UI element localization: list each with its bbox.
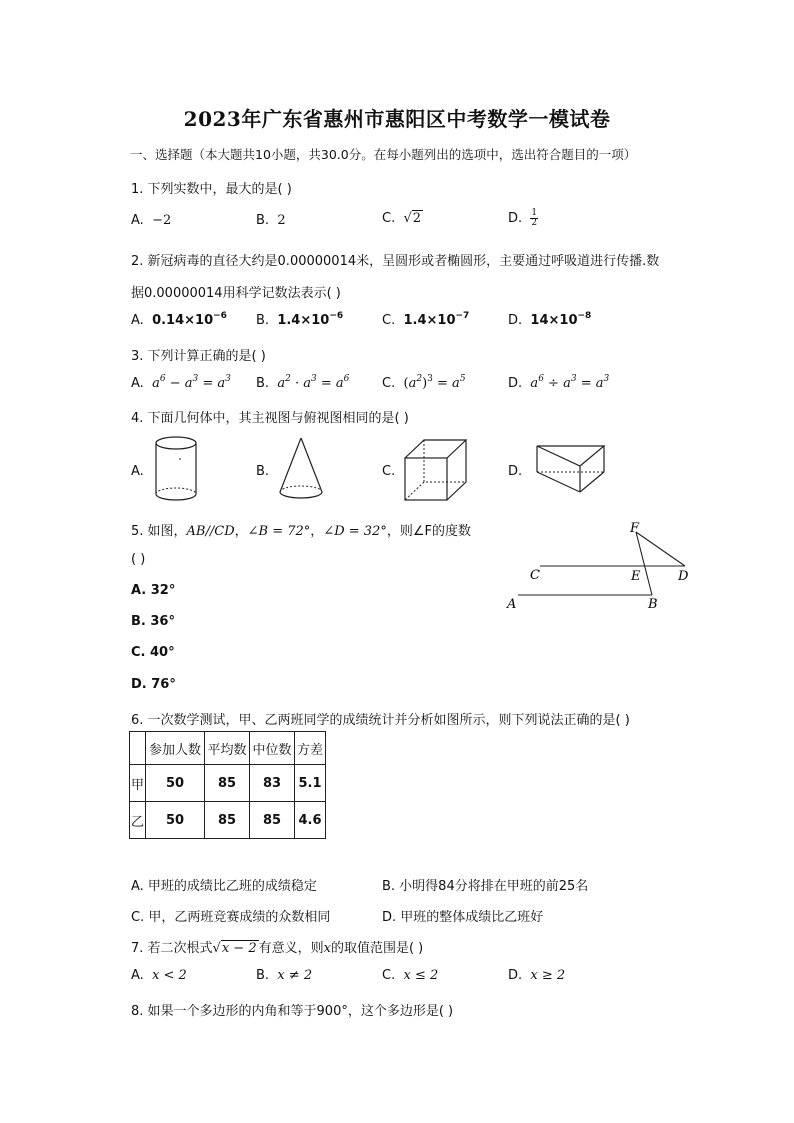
table-row [130, 765, 326, 802]
q7-option-c-letter: C. [382, 968, 396, 983]
table-cell: 83 [250, 765, 295, 802]
q1-option-c[interactable] [382, 211, 423, 226]
section-heading: 一、选择题（本大题共10小题，共30.0分。在每小题列出的选项中，选出符合题目的一项） [130, 147, 637, 162]
q5-option-a[interactable]: A. 32° [131, 583, 176, 598]
point-label-b: B [648, 597, 658, 612]
point-label-d: D [678, 569, 689, 584]
table-header-cell: 参加人数 [146, 732, 205, 765]
point-label-a: A [507, 597, 517, 612]
q5-option-c[interactable]: C. 40° [131, 645, 175, 660]
q7-option-a-value: x < 2 [152, 968, 187, 983]
table-cell: 乙 [130, 802, 146, 839]
table-header-cell: 平均数 [205, 732, 250, 765]
q1-option-a-value: −2 [152, 213, 172, 228]
q5-condition-parallel: AB//CD [186, 524, 235, 539]
q5-condition-angle-b: ∠B = 72° [247, 524, 311, 539]
q7-variable: x [323, 941, 331, 956]
question-4-stem: 4. 下面几何体中，其主视图与俯视图相同的是( ) [131, 411, 409, 426]
point-label-f: F [630, 521, 640, 536]
table-header-cell [130, 732, 146, 765]
q4-option-b-letter[interactable]: B. [256, 464, 270, 479]
q5-separator: ， [234, 524, 248, 539]
question-7-stem [131, 937, 423, 956]
q5-option-b[interactable]: B. 36° [131, 614, 175, 629]
q4-option-d-letter[interactable]: D. [508, 464, 523, 479]
cone-figure [276, 434, 326, 504]
table-cell: 4.6 [295, 802, 326, 839]
question-2-line-1: 2. 新冠病毒的直径大约是0.00000014米，呈圆形或者椭圆形，主要通过呼吸道进行传播.数 [131, 254, 660, 269]
q6-option-b[interactable]: B. 小明得84分将排在甲班的前25名 [382, 879, 589, 894]
q2-option-a-letter: A. [131, 313, 144, 328]
parallel-lines-figure [500, 516, 700, 616]
q3-option-d-letter: D. [508, 376, 523, 391]
q1-option-a[interactable] [131, 213, 171, 228]
q7-option-a-letter: A. [131, 968, 144, 983]
q2-option-b-letter: B. [256, 313, 270, 328]
q7-stem-suffix: 的取值范围是( ) [330, 941, 424, 956]
question-6-stem: 6. 一次数学测试，甲、乙两班同学的成绩统计并分析如图所示，则下列说法正确的是( ) [131, 713, 630, 728]
page-title: 2023年广东省惠州市惠阳区中考数学一模试卷 [183, 107, 611, 131]
q1-option-b-letter: B. [256, 213, 270, 228]
sqrt-sign: √ [212, 941, 221, 956]
q7-option-c[interactable] [382, 968, 438, 983]
q2-option-b[interactable] [256, 313, 343, 328]
q7-option-b-value: x ≠ 2 [277, 968, 313, 983]
q2-option-a-mantissa: 0.14×10 [152, 313, 214, 328]
table-cell: 50 [146, 802, 205, 839]
table-cell: 85 [250, 802, 295, 839]
q2-option-d-mantissa: 14×10 [530, 313, 578, 328]
q2-option-a[interactable] [131, 313, 227, 328]
sqrt-sign: √ [403, 211, 412, 226]
q7-option-d-letter: D. [508, 968, 523, 983]
table-cell: 50 [146, 765, 205, 802]
q2-option-b-mantissa: 1.4×10 [277, 313, 330, 328]
q1-option-c-letter: C. [382, 211, 396, 226]
score-statistics-table [129, 731, 326, 839]
q7-option-c-value: x ≤ 2 [403, 968, 439, 983]
point-label-e: E [631, 569, 641, 584]
question-3-stem: 3. 下列计算正确的是( ) [131, 349, 266, 364]
cylinder-figure [150, 434, 202, 504]
triangular-prism-figure [532, 440, 608, 496]
q2-option-d[interactable] [508, 313, 591, 328]
q5-stem-prefix: 5. 如图， [131, 524, 187, 539]
table-cell: 85 [205, 802, 250, 839]
q1-option-d[interactable] [508, 209, 538, 228]
q7-option-d[interactable] [508, 968, 565, 983]
q6-option-d[interactable]: D. 甲班的整体成绩比乙班好 [382, 910, 544, 925]
q2-option-c-mantissa: 1.4×10 [403, 313, 456, 328]
table-cell: 85 [205, 765, 250, 802]
fraction [530, 209, 538, 228]
q2-option-c-exponent: −7 [455, 311, 470, 321]
q1-option-b[interactable] [256, 213, 286, 228]
fraction-denominator: 2 [531, 218, 538, 228]
fraction-numerator: 1 [531, 208, 538, 218]
q2-option-d-exponent: −8 [577, 311, 592, 321]
q1-option-c-value: 2 [412, 211, 422, 226]
q2-option-b-exponent: −6 [329, 311, 344, 321]
q2-option-a-exponent: −6 [213, 311, 227, 321]
question-5-stem [131, 520, 471, 539]
q1-option-a-letter: A. [131, 213, 144, 228]
question-1-stem: 1. 下列实数中，最大的是( ) [131, 182, 292, 197]
q7-option-a[interactable] [131, 968, 187, 983]
table-cell: 甲 [130, 765, 146, 802]
q7-option-b[interactable] [256, 968, 312, 983]
q3-option-a-letter: A. [131, 376, 144, 391]
q1-option-d-letter: D. [508, 211, 523, 226]
q7-option-d-value: x ≥ 2 [530, 968, 566, 983]
q7-stem-prefix: 7. 若二次根式 [131, 941, 213, 956]
q2-option-d-letter: D. [508, 313, 523, 328]
q3-option-b[interactable]: B. $a^2 \cdot a^3 = a^6$ [256, 374, 350, 391]
q7-option-b-letter: B. [256, 968, 270, 983]
q4-option-c-letter[interactable]: C. [382, 464, 396, 479]
q5-stem-suffix: ，则∠F的度数 [386, 524, 471, 539]
q6-option-c[interactable]: C. 甲，乙两班竞赛成绩的众数相同 [131, 910, 331, 925]
q3-option-c-letter: C. [382, 376, 396, 391]
q7-radicand: x − 2 [221, 941, 257, 956]
q2-option-c-letter: C. [382, 313, 396, 328]
q3-option-b-letter: B. [256, 376, 270, 391]
q6-option-a[interactable]: A. 甲班的成绩比乙班的成绩稳定 [131, 879, 317, 894]
q5-option-d[interactable]: D. 76° [131, 677, 176, 692]
table-header-row [130, 732, 326, 765]
q3-option-d[interactable]: D. $a^6 \div a^3 = a^3$ [508, 374, 610, 391]
question-2-line-2: 据0.00000014用科学记数法表示( ) [131, 286, 341, 301]
cube-figure [402, 436, 472, 504]
q2-option-c[interactable] [382, 313, 469, 328]
table-cell: 5.1 [295, 765, 326, 802]
point-label-c: C [530, 568, 540, 583]
table-header-cell: 方差 [295, 732, 326, 765]
q1-option-b-value: 2 [277, 213, 286, 228]
q5-condition-angle-d: ∠D = 32° [323, 524, 387, 539]
question-8-stem: 8. 如果一个多边形的内角和等于900°，这个多边形是( ) [131, 1004, 454, 1019]
q3-option-a[interactable]: A. $a^6 - a^3 = a^3$ [131, 374, 231, 391]
q5-separator: ， [310, 524, 324, 539]
q7-stem-middle: 有意义，则 [258, 941, 324, 956]
q3-option-c[interactable]: C. $(a^2)^3 = a^5$ [382, 374, 466, 391]
table-row [130, 802, 326, 839]
q4-option-a-letter[interactable]: A. [131, 464, 144, 479]
table-header-cell: 中位数 [250, 732, 295, 765]
q5-answer-paren: ( ) [131, 552, 146, 567]
